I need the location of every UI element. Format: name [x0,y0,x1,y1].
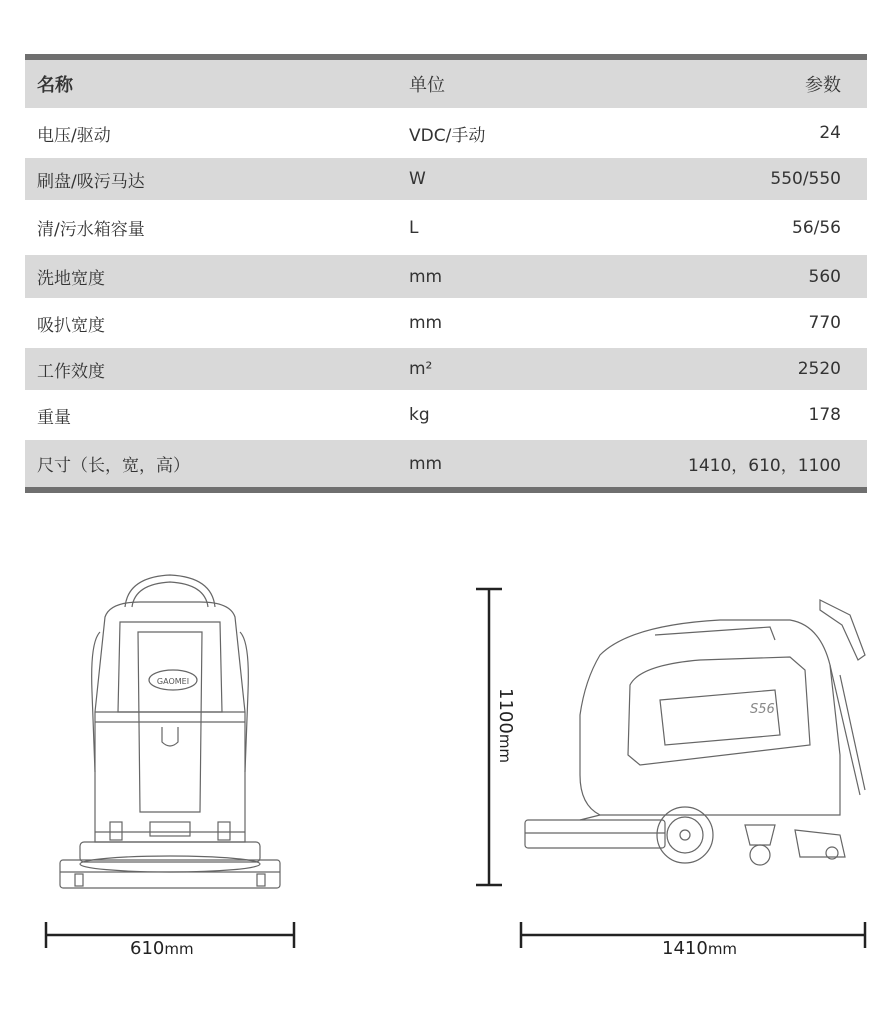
row-name: 尺寸（长，宽，高） [37,456,190,476]
table-row [25,200,867,255]
row-unit: kg [409,405,430,425]
row-unit: mm [409,266,443,287]
header-unit: 单位 [409,75,445,96]
height-dimension-label [495,688,516,763]
table-bottom-bar [25,487,867,493]
row-unit: mm [409,453,443,474]
row-value: 2520 [797,359,841,379]
table-row [25,158,867,200]
row-unit: m² [409,359,433,379]
length-value: 1410 [662,938,708,959]
height-value: 1100 [495,688,516,734]
row-value: 560 [808,266,841,287]
header-value: 参数 [805,75,841,96]
width-value: 610 [130,938,165,959]
row-name: 重量 [37,407,71,428]
row-value: 1410，610，1100 [688,456,841,476]
table-row [25,108,867,158]
side-model-text: S56 [750,702,775,717]
table-row [25,390,867,440]
length-dimension-label [662,938,737,959]
spec-table [25,54,867,493]
row-unit: mm [409,313,443,333]
table-header [25,60,867,108]
row-name: 洗地宽度 [37,269,105,289]
row-unit: W [409,169,426,189]
front-logo-text: GAOMEI [156,677,190,686]
row-name: 刷盘/吸污马达 [37,171,145,192]
row-name: 工作效度 [37,361,105,382]
row-name: 吸扒宽度 [37,315,105,336]
table-row [25,348,867,390]
width-dimension-label [130,938,194,959]
table-row [25,255,867,298]
row-unit: VDC/手动 [409,125,486,146]
row-value: 550/550 [770,169,841,189]
header-name: 名称 [37,75,73,96]
width-unit: mm [164,940,194,958]
row-name: 清/污水箱容量 [37,220,145,240]
table-row [25,298,867,348]
front-view-drawing [50,572,290,897]
row-value: 770 [808,313,841,333]
row-value: 24 [819,123,841,143]
row-value: 56/56 [792,217,841,238]
side-view-drawing [520,595,870,875]
row-name: 电压/驱动 [37,125,111,146]
length-unit: mm [707,940,738,958]
height-unit: mm [496,733,514,764]
table-row [25,440,867,487]
row-value: 178 [808,405,841,425]
row-unit: L [409,217,419,238]
